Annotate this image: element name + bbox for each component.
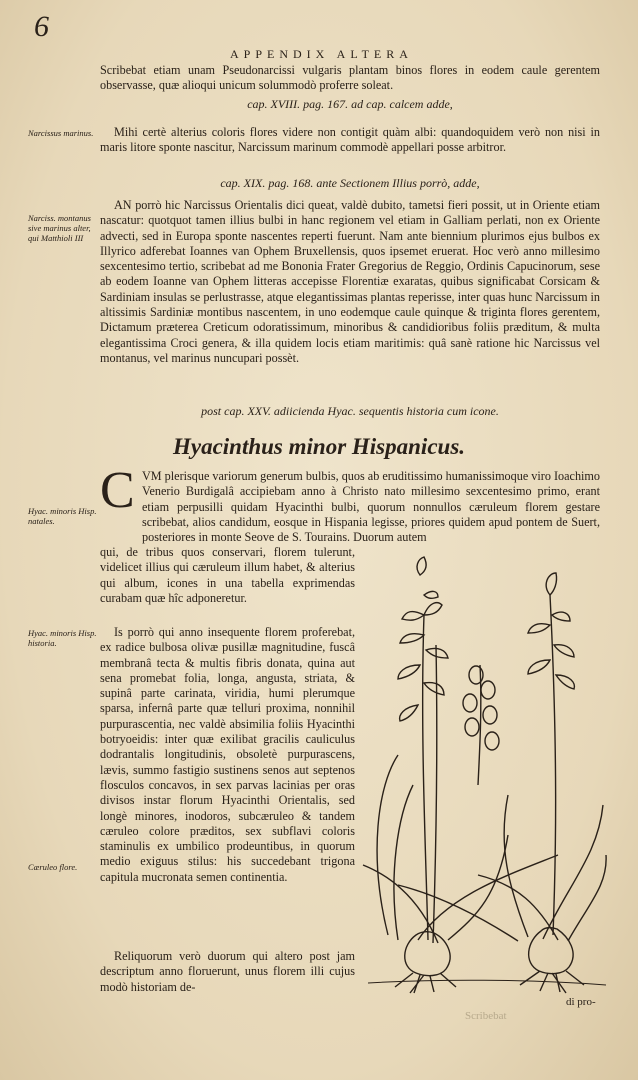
paragraph-4-text: VM plerisque variorum generum bulbis, quos ab eruditissimo humanissimoque viro Ioachimo Venerio Burdigalâ accipiebam anno à Christo nato millesimo sexcentesimo primo, erant etiam perpusilli quidam Hyacinthi bulbi, quorum nonnullos cæruleum florem gestare scribebat, alios candidum, eosque in Hispania legisse, priores quidem apud pontem de Suert, posteriores in monte Seove de S. Tourains. Duorum autem — [142, 469, 600, 545]
paragraph-6 — [100, 949, 355, 995]
margin-note-natales: Hyac. minoris Hisp. natales. — [28, 506, 97, 526]
paragraph-2-text: Mihi certè alterius coloris flores videre non contigit quàm albi: quandoquidem verò non nisi in maris litore sponte nascitur, Narcissum marinum commodè appellari posse arbitror. — [100, 125, 600, 155]
paragraph-3 — [100, 198, 600, 366]
margin-note-narciss-montanus: Narciss. montanus sive marinus alter, qui Matthioli III — [28, 213, 91, 243]
paragraph-4-lead — [142, 469, 600, 545]
margin-note-narcissus-marinus: Narcissus marinus. — [28, 128, 94, 138]
paragraph-5 — [100, 625, 355, 885]
section-title: Hyacinthus minor Hispanicus. — [172, 434, 466, 459]
paragraph-3-text: AN porrò hic Narcissus Orientalis dici queat, valdè dubito, tametsi fieri possit, ut in Oriente etiam nascatur: quotquot tamen illius bulbi in hanc regionem vel etiam in Galliam perlati, non ex Oriente advecti, sed in Europa sponte nascentes reperti fuerunt. Nam ante biennium plurimos ejus bulbos ex Illyrico adferebat Ioannes van Ophem Bruxellensis, quos ipsemet eruerat. Hoc verò anno millesimo sexcentesimo tertio, scribebat ad me Bononia Frater Gregorius de Reggio, Ordinis Capucinorum, sese ab eodem Ioanne van Ophem litteras accepisse Florentiæ exaratas, quibus significabat Corsicam & Sardiniam insulas se perlustrasse, atque elegantissimas plantas reperisse, inter quas hunc Narcissum in altissimis Sardiniæ montibus nascentem, in uno eodemque caule quinque & triginta flores gerentem, Dictamum præterea Creticum odoratissimum, minoribus & candidioribus foliis præditum, & multa elegantissima Croci genera, & illa quidem locis etiam maritimis: quâ sanè ratione hic Narcissus vel montanus, vel marinus nuncupari possèt. — [100, 198, 600, 365]
paragraph-4-rest-text: qui, de tribus quos conservari, florem tulerunt, videlicet illius qui cæruleum illum habet, & alterius qui album, icones in una tabella exprimendas curabam quæ hîc adponeretur. — [100, 545, 355, 605]
catchword: di pro- — [566, 996, 596, 1008]
paragraph-2 — [100, 125, 600, 156]
chapter-ref-1: cap. XVIII. pag. 167. ad cap. calcem adde, — [247, 97, 453, 111]
hyacinth-woodcut-illustration — [358, 555, 608, 995]
paragraph-1-text: Scribebat etiam unam Pseudonarcissi vulgaris plantam binos flores in eodem caule gerentem observasse, quæ alioqui unicum solummodò proferre soleat. — [100, 63, 600, 93]
chapter-ref-3: post cap. XXV. adiicienda Hyac. sequentis historia cum icone. — [201, 404, 499, 418]
paragraph-1 — [100, 63, 600, 94]
margin-note-historia: Hyac. minoris Hisp. historia. — [28, 628, 97, 648]
margin-note-caeruleo-flore: Cæruleo flore. — [28, 862, 78, 872]
paragraph-5-text: Is porrò qui anno insequente florem proferebat, ex radice bulbosa olivæ pusillæ magnitudine, fuscâ membranâ tecta & multis fibris donata, quina aut sena promebat folia, longa, angusta, striata, & supinâ parte carinata, viridia, humi plerumque sparsa, infernâ parte quæ telluri proxima, nonnihil purpurascentia, nec valdè absimilia foliis Hyacinthi botryoeidis: inter quæ exilibat gracilis cauliculus dodrantalis longitudinis, obsoletè purpurascens, lævis, summo fastigio sustinens senos aut septenos flosculos concavos, in sex parvas lacinias per oras divisos instar florum Hyacinthi Orientalis, sed longè minores, inodoros, subcæruleo & tandem cæruleo colore præditos, sex subflavi coloris staminulis ex umbilico prodeuntibus, in quorum medio exiguus stilus: his succedebant trigona capitula mucronata semen continentia. — [100, 625, 355, 884]
drop-capital: C — [100, 462, 135, 519]
paragraph-4-rest — [100, 545, 355, 606]
paragraph-6-text: Reliquorum verò duorum qui altero post jam descriptum anno floruerunt, unus florem illi cujus modò historiam de- — [100, 949, 355, 994]
folio-number: 6 — [34, 10, 49, 43]
chapter-ref-2: cap. XIX. pag. 168. ante Sectionem Illius porrò, adde, — [220, 176, 480, 190]
running-head: APPENDIX ALTERA — [230, 47, 413, 61]
show-through-text: Scribebat — [465, 1010, 507, 1022]
